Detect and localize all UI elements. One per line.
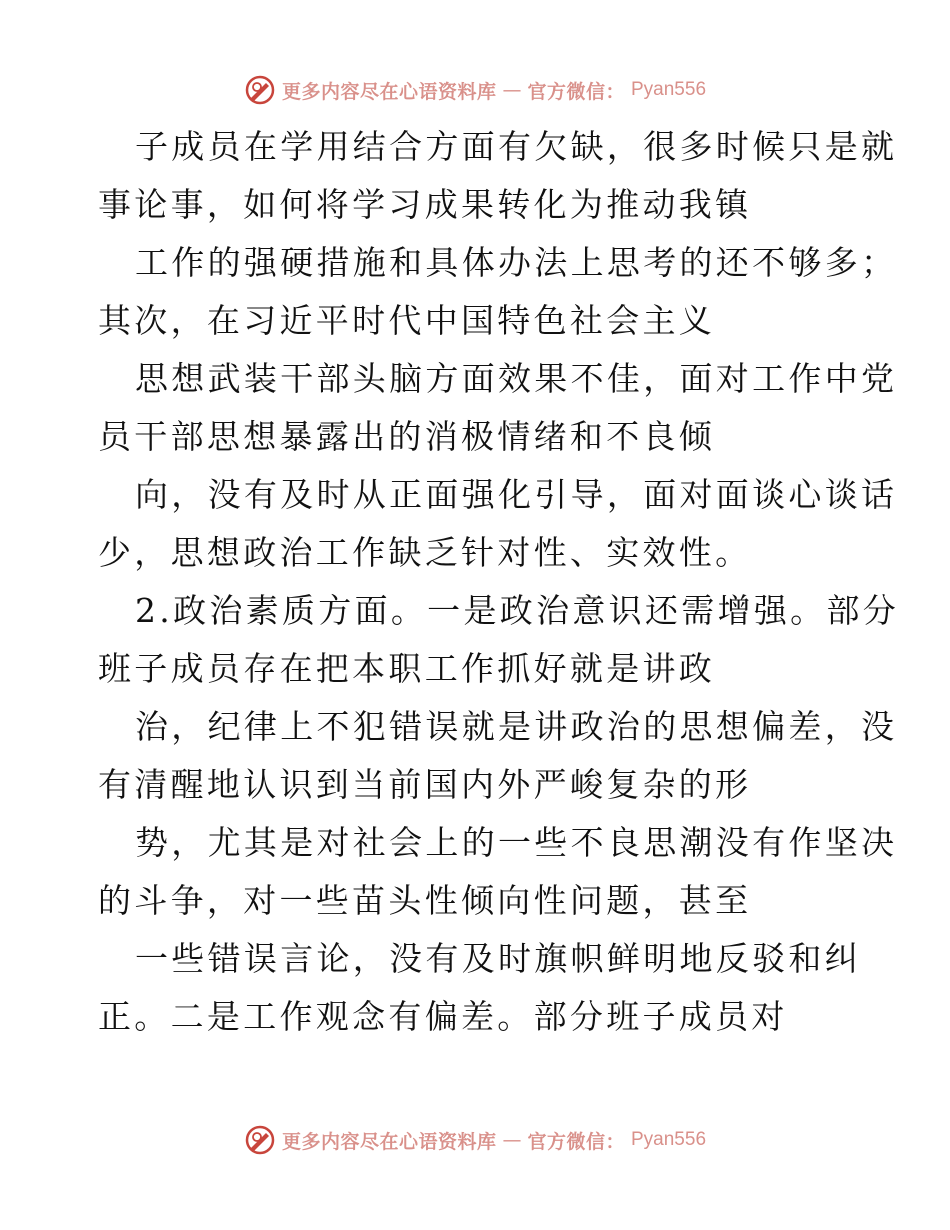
text-line: 班子成员存在把本职工作抓好就是讲政 [98,649,716,688]
text-line: 事论事，如何将学习成果转化为推动我镇 [98,185,752,224]
text-line: 势，尤其是对社会上的一些不良思潮没有作坚决 [135,823,898,862]
watermark-wechat-label: 官方微信： [527,1130,625,1153]
text-line: 2.政治素质方面。一是政治意识还需增强。部分 [135,591,900,630]
watermark-main-text: 更多内容尽在心语资料库 [281,1130,497,1153]
brand-logo-icon [244,1124,276,1156]
text-line: 一些错误言论，没有及时旗帜鲜明地反驳和纠 [135,939,861,978]
text-line: 正。二是工作观念有偏差。部分班子成员对 [98,997,788,1036]
watermark-wechat-id: Pyan556 [631,1129,707,1150]
text-line: 向，没有及时从正面强化引导，面对面谈心谈话 [135,475,898,514]
text-line: 思想武装干部头脑方面效果不佳，面对工作中党 [135,359,898,398]
text-line: 员干部思想暴露出的消极情绪和不良倾 [98,417,716,456]
brand-logo-icon [244,74,276,106]
text-line: 的斗争，对一些苗头性倾向性问题，甚至 [98,881,752,920]
header-watermark [0,72,950,108]
watermark-main-text: 更多内容尽在心语资料库 [281,80,497,103]
text-line: 子成员在学用结合方面有欠缺，很多时候只是就 [135,127,898,166]
text-line: 治，纪律上不犯错误就是讲政治的思想偏差，没 [135,707,898,746]
watermark-separator: — [502,79,522,101]
text-line: 少，思想政治工作缺乏针对性、实效性。 [98,533,752,572]
document-body [98,118,900,1046]
text-line: 有清醒地认识到当前国内外严峻复杂的形 [98,765,752,804]
watermark-wechat-label: 官方微信： [527,80,625,103]
watermark-wechat-id: Pyan556 [631,79,707,100]
text-line: 工作的强硬措施和具体办法上思考的还不够多； [135,243,898,282]
text-line: 其次，在习近平时代中国特色社会主义 [98,301,716,340]
watermark-separator: — [502,1129,522,1151]
footer-watermark [0,1122,950,1158]
